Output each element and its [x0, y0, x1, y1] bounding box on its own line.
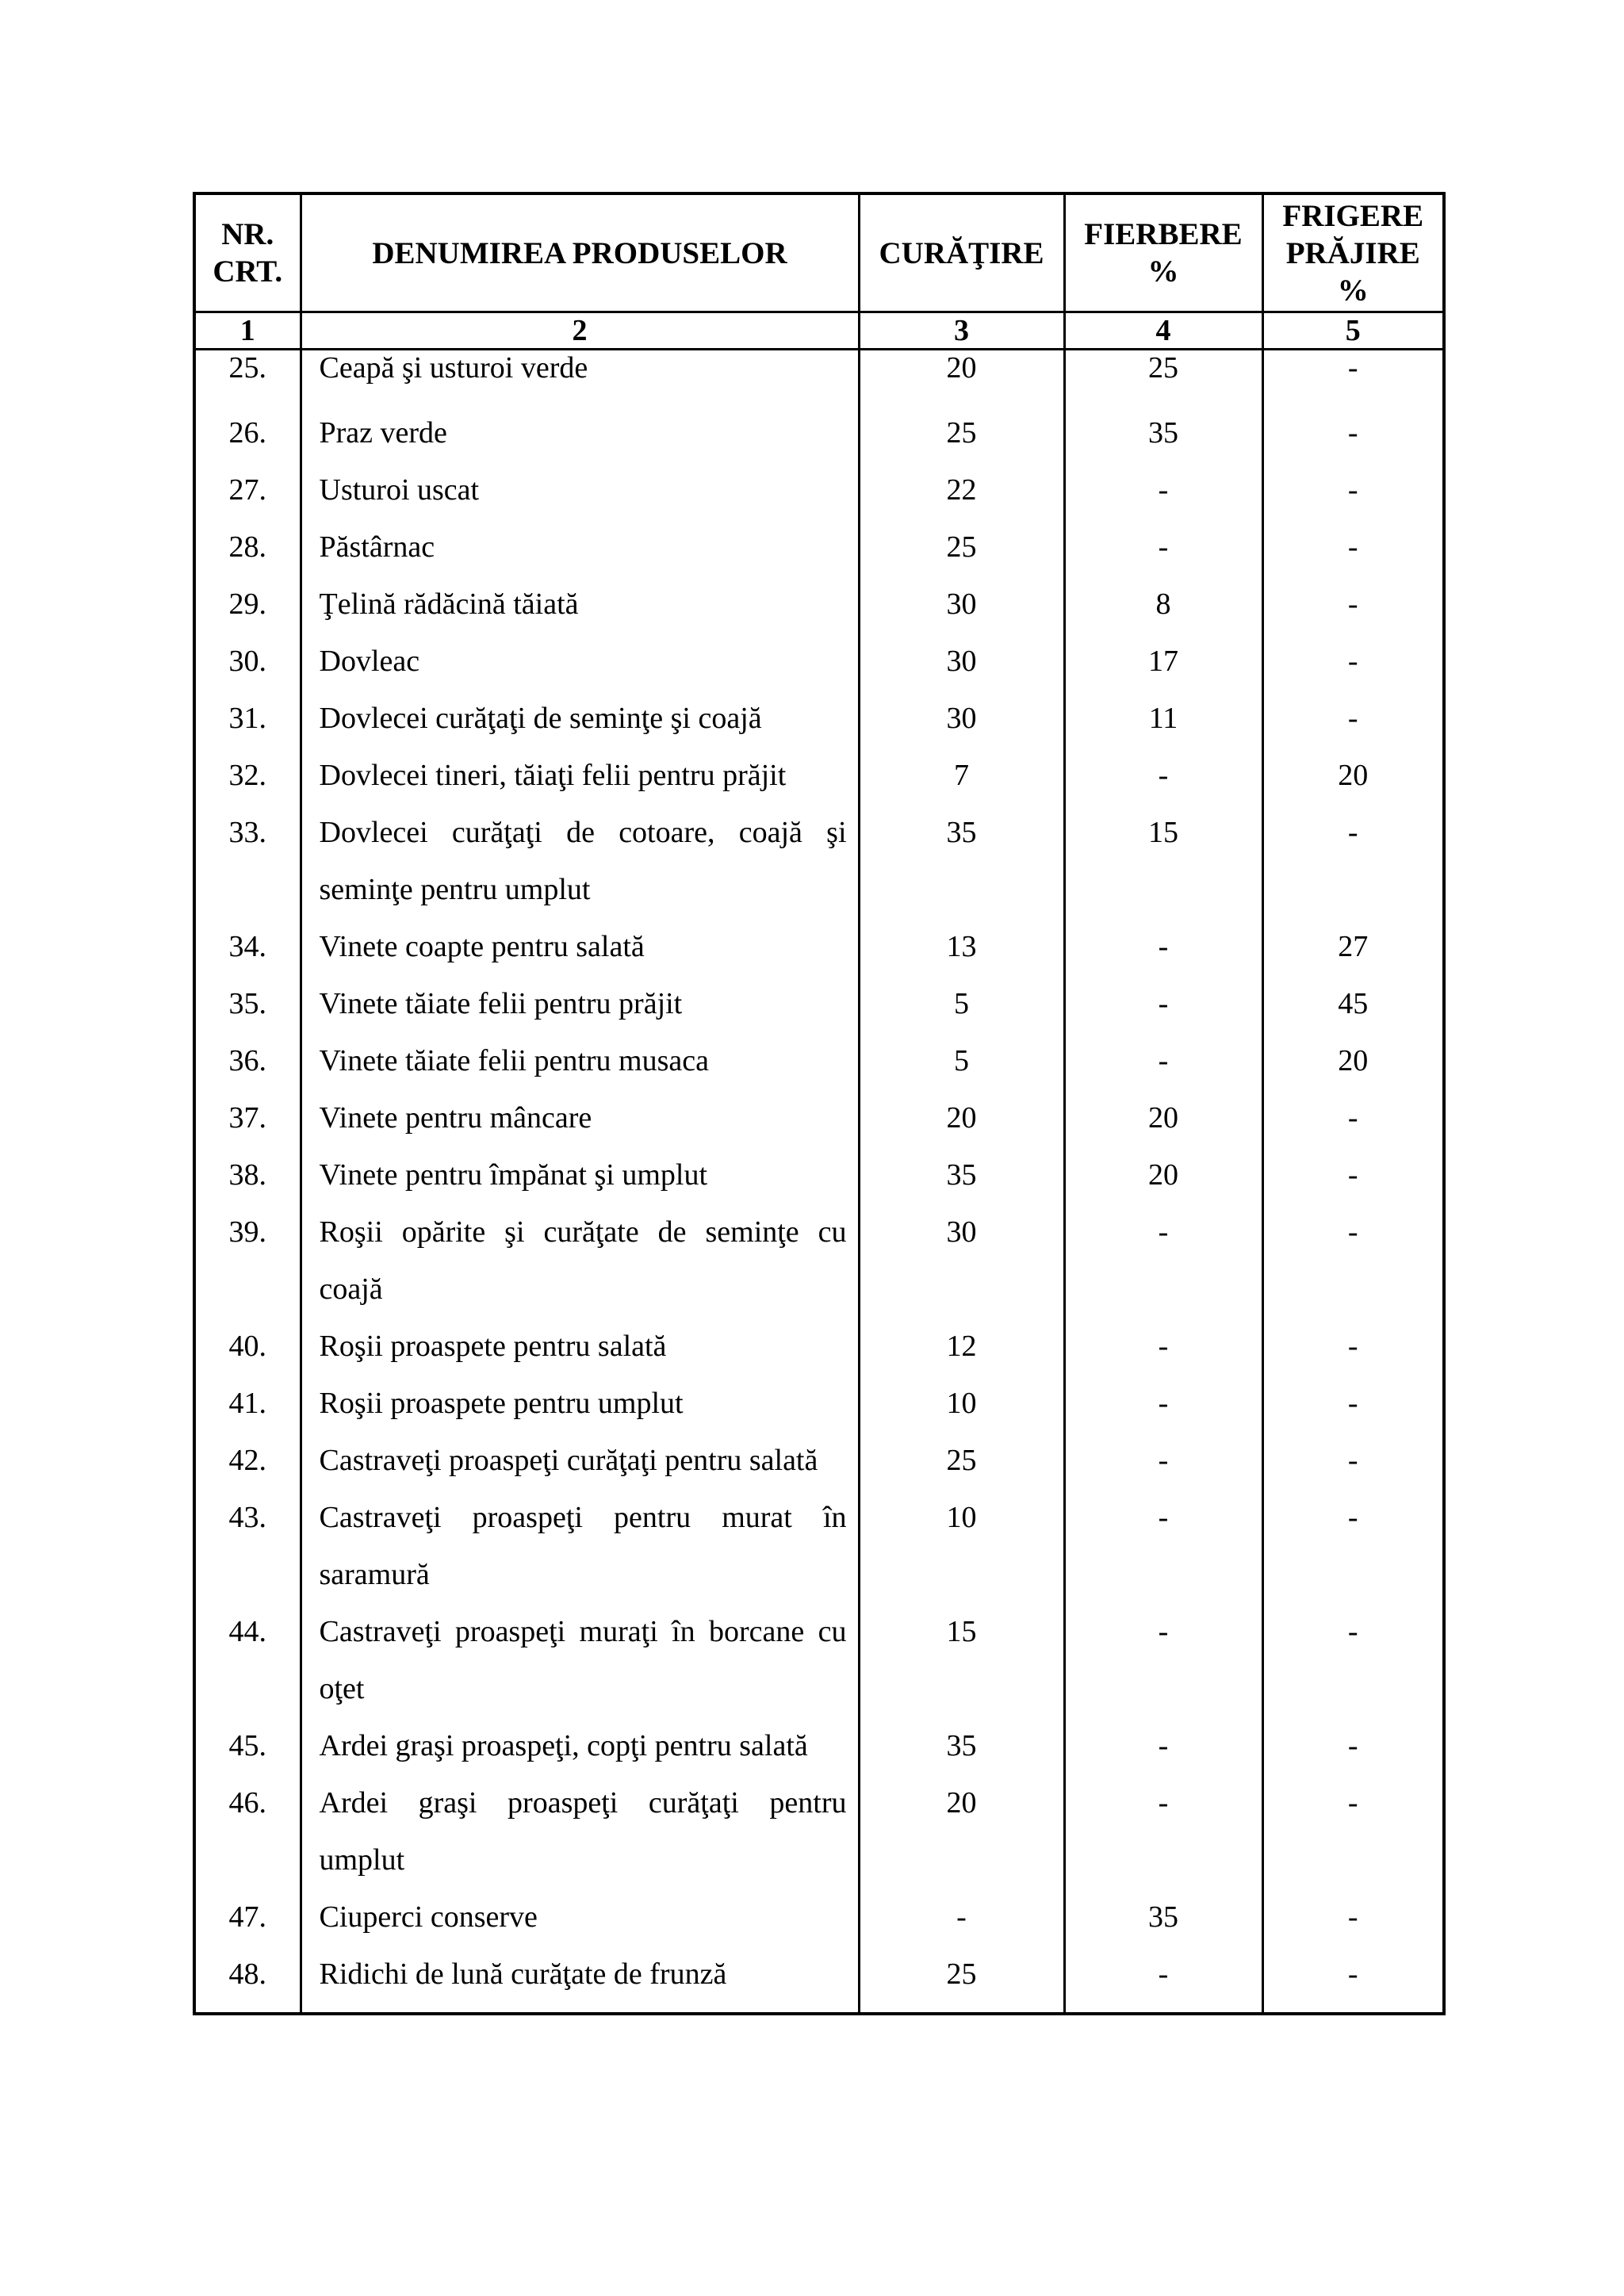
- column-number: 5: [1262, 312, 1444, 350]
- row-number: 43.: [194, 1489, 301, 1603]
- row-number: 38.: [194, 1146, 301, 1203]
- curatire-value: 15: [859, 1603, 1064, 1717]
- fierbere-value: 15: [1064, 804, 1262, 918]
- frigere-value: 27: [1262, 918, 1444, 975]
- curatire-value: 5: [859, 1032, 1064, 1089]
- fierbere-value: -: [1064, 1032, 1262, 1089]
- curatire-value: 35: [859, 804, 1064, 918]
- product-name: Ţelină rădăcină tăiată: [301, 576, 859, 633]
- header-frigere-prajire: FRIGERE PRĂJIRE %: [1262, 193, 1444, 312]
- curatire-value: 30: [859, 633, 1064, 690]
- fierbere-value: 8: [1064, 576, 1262, 633]
- fierbere-value: -: [1064, 918, 1262, 975]
- row-number: 30.: [194, 633, 301, 690]
- table-body: [194, 350, 1444, 2015]
- frigere-value: -: [1262, 519, 1444, 576]
- row-number: 29.: [194, 576, 301, 633]
- product-name: Usturoi uscat: [301, 461, 859, 519]
- row-number: 48.: [194, 1946, 301, 2014]
- fierbere-value: -: [1064, 1432, 1262, 1489]
- row-number: 35.: [194, 975, 301, 1032]
- row-number: 27.: [194, 461, 301, 519]
- product-name: Dovlecei tineri, tăiaţi felii pentru prăjit: [301, 747, 859, 804]
- curatire-value: 25: [859, 404, 1064, 461]
- product-name: Roşii proaspete pentru salată: [301, 1318, 859, 1375]
- frigere-value: -: [1262, 633, 1444, 690]
- fierbere-value: -: [1064, 1318, 1262, 1375]
- fierbere-value: -: [1064, 1603, 1262, 1717]
- frigere-value: -: [1262, 1203, 1444, 1318]
- frigere-value: -: [1262, 1432, 1444, 1489]
- row-number: 34.: [194, 918, 301, 975]
- table-row: [194, 747, 1444, 804]
- frigere-value: -: [1262, 1717, 1444, 1774]
- product-name: Vinete tăiate felii pentru musaca: [301, 1032, 859, 1089]
- table-row: [194, 1203, 1444, 1318]
- frigere-value: -: [1262, 1146, 1444, 1203]
- row-number: 42.: [194, 1432, 301, 1489]
- header-curatire: CURĂŢIRE: [859, 193, 1064, 312]
- fierbere-value: -: [1064, 1717, 1262, 1774]
- fierbere-value: 35: [1064, 1888, 1262, 1946]
- frigere-value: -: [1262, 461, 1444, 519]
- row-number: 28.: [194, 519, 301, 576]
- frigere-value: -: [1262, 804, 1444, 918]
- curatire-value: 20: [859, 1089, 1064, 1146]
- frigere-value: 45: [1262, 975, 1444, 1032]
- curatire-value: 30: [859, 690, 1064, 747]
- fierbere-value: 11: [1064, 690, 1262, 747]
- product-name: Păstârnac: [301, 519, 859, 576]
- fierbere-value: 25: [1064, 350, 1262, 405]
- table-row: [194, 804, 1444, 918]
- table-row: [194, 633, 1444, 690]
- fierbere-value: 20: [1064, 1089, 1262, 1146]
- table-row: [194, 1489, 1444, 1603]
- table-row: [194, 404, 1444, 461]
- product-name: Castraveţi proaspeţi curăţaţi pentru salată: [301, 1432, 859, 1489]
- table-row: [194, 1318, 1444, 1375]
- product-name: Castraveţi proaspeţi pentru murat în saramură: [301, 1489, 859, 1603]
- product-name: Vinete pentru mâncare: [301, 1089, 859, 1146]
- frigere-value: -: [1262, 350, 1444, 405]
- fierbere-value: 35: [1064, 404, 1262, 461]
- row-number: 39.: [194, 1203, 301, 1318]
- column-number: 1: [194, 312, 301, 350]
- frigere-value: -: [1262, 1489, 1444, 1603]
- table-row: [194, 1146, 1444, 1203]
- table-row: [194, 350, 1444, 405]
- product-loss-table: [193, 192, 1446, 2015]
- fierbere-value: -: [1064, 519, 1262, 576]
- row-number: 32.: [194, 747, 301, 804]
- fierbere-value: 17: [1064, 633, 1262, 690]
- table-row: [194, 1774, 1444, 1888]
- fierbere-value: -: [1064, 1946, 1262, 2014]
- table-row: [194, 918, 1444, 975]
- table-row: [194, 1375, 1444, 1432]
- frigere-value: -: [1262, 576, 1444, 633]
- fierbere-value: -: [1064, 747, 1262, 804]
- row-number: 25.: [194, 350, 301, 405]
- frigere-value: -: [1262, 1774, 1444, 1888]
- curatire-value: 10: [859, 1489, 1064, 1603]
- row-number: 46.: [194, 1774, 301, 1888]
- product-name: Ciuperci conserve: [301, 1888, 859, 1946]
- product-name: Vinete tăiate felii pentru prăjit: [301, 975, 859, 1032]
- frigere-value: -: [1262, 1946, 1444, 2014]
- row-number: 40.: [194, 1318, 301, 1375]
- frigere-value: -: [1262, 404, 1444, 461]
- frigere-value: -: [1262, 1318, 1444, 1375]
- frigere-value: -: [1262, 1375, 1444, 1432]
- fierbere-value: 20: [1064, 1146, 1262, 1203]
- product-name: Vinete pentru împănat şi umplut: [301, 1146, 859, 1203]
- frigere-value: 20: [1262, 747, 1444, 804]
- curatire-value: 12: [859, 1318, 1064, 1375]
- fierbere-value: -: [1064, 1203, 1262, 1318]
- column-number-row: [194, 312, 1444, 350]
- column-number: 2: [301, 312, 859, 350]
- fierbere-value: -: [1064, 1375, 1262, 1432]
- curatire-value: 35: [859, 1146, 1064, 1203]
- fierbere-value: -: [1064, 461, 1262, 519]
- table-row: [194, 975, 1444, 1032]
- product-name: Dovlecei curăţaţi de seminţe şi coajă: [301, 690, 859, 747]
- frigere-value: -: [1262, 1089, 1444, 1146]
- table-row: [194, 1032, 1444, 1089]
- product-name: Praz verde: [301, 404, 859, 461]
- curatire-value: 7: [859, 747, 1064, 804]
- product-name: Dovlecei curăţaţi de cotoare, coajă şi seminţe pentru umplut: [301, 804, 859, 918]
- product-name: Ceapă şi usturoi verde: [301, 350, 859, 405]
- curatire-value: 22: [859, 461, 1064, 519]
- row-number: 26.: [194, 404, 301, 461]
- fierbere-value: -: [1064, 975, 1262, 1032]
- fierbere-value: -: [1064, 1489, 1262, 1603]
- product-name: Roşii proaspete pentru umplut: [301, 1375, 859, 1432]
- curatire-value: 20: [859, 1774, 1064, 1888]
- header-nr-crt: NR. CRT.: [194, 193, 301, 312]
- product-name: Vinete coapte pentru salată: [301, 918, 859, 975]
- table-row: [194, 1603, 1444, 1717]
- row-number: 47.: [194, 1888, 301, 1946]
- row-number: 33.: [194, 804, 301, 918]
- table-row: [194, 1432, 1444, 1489]
- table-row: [194, 519, 1444, 576]
- curatire-value: 30: [859, 1203, 1064, 1318]
- product-name: Ardei graşi proaspeţi curăţaţi pentru umplut: [301, 1774, 859, 1888]
- curatire-value: 25: [859, 1946, 1064, 2014]
- frigere-value: -: [1262, 1888, 1444, 1946]
- table-row: [194, 690, 1444, 747]
- curatire-value: 10: [859, 1375, 1064, 1432]
- table-row: [194, 461, 1444, 519]
- row-number: 44.: [194, 1603, 301, 1717]
- header-row: [194, 193, 1444, 312]
- table-row: [194, 576, 1444, 633]
- product-name: Castraveţi proaspeţi muraţi în borcane cu oţet: [301, 1603, 859, 1717]
- table-row: [194, 1089, 1444, 1146]
- table-row: [194, 1888, 1444, 1946]
- row-number: 37.: [194, 1089, 301, 1146]
- product-name: Dovleac: [301, 633, 859, 690]
- frigere-value: -: [1262, 690, 1444, 747]
- frigere-value: -: [1262, 1603, 1444, 1717]
- curatire-value: 25: [859, 1432, 1064, 1489]
- row-number: 45.: [194, 1717, 301, 1774]
- curatire-value: 5: [859, 975, 1064, 1032]
- row-number: 36.: [194, 1032, 301, 1089]
- curatire-value: 30: [859, 576, 1064, 633]
- product-name: Ardei graşi proaspeţi, copţi pentru salată: [301, 1717, 859, 1774]
- frigere-value: 20: [1262, 1032, 1444, 1089]
- column-number: 4: [1064, 312, 1262, 350]
- curatire-value: 35: [859, 1717, 1064, 1774]
- header-product-name: DENUMIREA PRODUSELOR: [301, 193, 859, 312]
- table-row: [194, 1946, 1444, 2014]
- row-number: 41.: [194, 1375, 301, 1432]
- row-number: 31.: [194, 690, 301, 747]
- curatire-value: 13: [859, 918, 1064, 975]
- product-name: Ridichi de lună curăţate de frunză: [301, 1946, 859, 2014]
- header-fierbere: FIERBERE %: [1064, 193, 1262, 312]
- product-name: Roşii opărite şi curăţate de seminţe cu coajă: [301, 1203, 859, 1318]
- curatire-value: 25: [859, 519, 1064, 576]
- curatire-value: 20: [859, 350, 1064, 405]
- table-row: [194, 1717, 1444, 1774]
- column-number: 3: [859, 312, 1064, 350]
- fierbere-value: -: [1064, 1774, 1262, 1888]
- curatire-value: -: [859, 1888, 1064, 1946]
